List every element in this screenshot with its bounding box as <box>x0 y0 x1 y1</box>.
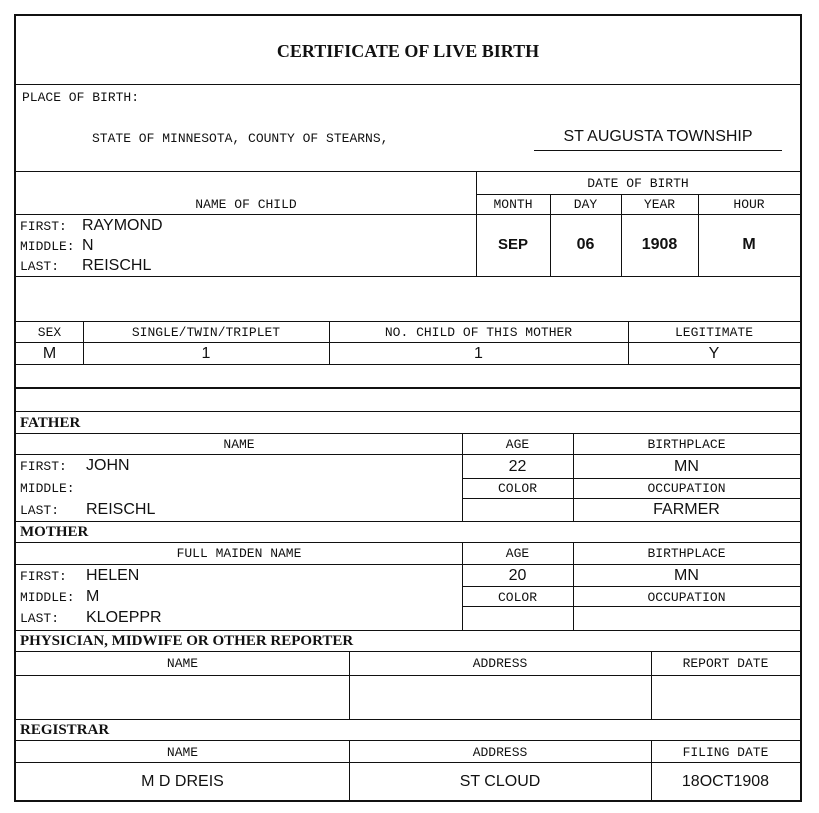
father-birthplace-label: BIRTHPLACE <box>647 437 726 452</box>
father-color-label: COLOR <box>497 481 537 496</box>
father-occupation-label: OCCUPATION <box>647 481 726 496</box>
rule-father-top <box>16 411 800 412</box>
mother-last-label: LAST: <box>20 611 60 626</box>
rule-mother-age <box>462 586 800 587</box>
rule-father-age <box>462 478 800 479</box>
plurality-value: 1 <box>201 345 211 362</box>
father-age-label: AGE <box>505 437 530 452</box>
rule-father-header <box>16 454 800 455</box>
father-section-title: FATHER <box>20 415 81 431</box>
rule-father-section <box>16 433 800 434</box>
mother-age-label: AGE <box>505 546 530 561</box>
father-age-value: 22 <box>508 458 527 475</box>
dob-hour-label: HOUR <box>733 197 765 212</box>
dob-day-label: DAY <box>573 197 598 212</box>
township-underline <box>534 150 782 151</box>
mother-birthplace-value: MN <box>674 567 699 584</box>
registrar-address-value: ST CLOUD <box>459 773 541 790</box>
registrar-date-value: 18OCT1908 <box>681 773 770 790</box>
child-first-label: FIRST: <box>20 219 67 234</box>
legitimate-value: Y <box>708 345 720 362</box>
dob-day-value: 06 <box>576 236 595 253</box>
rule-place <box>16 171 800 172</box>
father-first-label: FIRST: <box>20 459 67 474</box>
father-first-value: JOHN <box>86 457 130 474</box>
physician-section-title: PHYSICIAN, MIDWIFE OR OTHER REPORTER <box>20 633 354 649</box>
child-number-value: 1 <box>474 345 483 362</box>
plurality-label: SINGLE/TWIN/TRIPLET <box>131 325 281 340</box>
mother-last-value: KLOEPPR <box>86 609 162 626</box>
mother-first-value: HELEN <box>86 567 140 584</box>
dob-month-label: MONTH <box>493 197 533 212</box>
mother-birthplace-label: BIRTHPLACE <box>647 546 726 561</box>
father-name-label: NAME <box>223 437 255 452</box>
registrar-name-label: NAME <box>166 745 199 760</box>
father-occupation-value: FARMER <box>653 501 720 518</box>
mother-age-value: 20 <box>508 567 527 584</box>
physician-date-label: REPORT DATE <box>682 656 769 671</box>
child-middle-value: N <box>82 237 94 254</box>
mother-middle-value: M <box>86 588 100 605</box>
mother-name-label: FULL MAIDEN NAME <box>176 546 302 561</box>
rule-physician-top <box>16 630 800 631</box>
registrar-date-label: FILING DATE <box>682 745 769 760</box>
dob-hour-value: M <box>742 236 756 253</box>
registrar-section-title: REGISTRAR <box>20 722 110 738</box>
rule-physician-header <box>16 675 800 676</box>
physician-name-label: NAME <box>166 656 199 671</box>
child-last-value: REISCHL <box>82 257 152 274</box>
mother-color-label: COLOR <box>497 590 537 605</box>
legitimate-label: LEGITIMATE <box>674 325 753 340</box>
dob-year-label: YEAR <box>643 197 676 212</box>
rule-dob-header <box>476 194 800 195</box>
registrar-address-label: ADDRESS <box>472 745 528 760</box>
sex-label: SEX <box>37 325 62 340</box>
registrar-name-value: M D DREIS <box>141 773 224 790</box>
rule-registrar-top <box>16 719 800 720</box>
mother-occupation-label: OCCUPATION <box>647 590 726 605</box>
rule-physician-section <box>16 651 800 652</box>
rule-stats-top <box>16 321 800 322</box>
sex-value: M <box>42 345 57 362</box>
birth-certificate <box>14 14 802 802</box>
rule-mother-section <box>16 542 800 543</box>
rule-registrar-header <box>16 762 800 763</box>
rule-title <box>16 84 800 85</box>
place-of-birth-township: ST AUGUSTA TOWNSHIP <box>563 128 753 145</box>
rule-child-bottom <box>16 276 800 277</box>
father-last-label: LAST: <box>20 503 60 518</box>
mother-middle-label: MIDDLE: <box>20 590 75 605</box>
dob-month-value: SEP <box>497 236 528 253</box>
mother-section-title: MOTHER <box>20 524 89 540</box>
rule-stats-bottom <box>16 364 800 365</box>
rule-mother-color <box>462 606 800 607</box>
child-name-header: NAME OF CHILD <box>195 197 297 212</box>
physician-address-label: ADDRESS <box>472 656 528 671</box>
father-last-value: REISCHL <box>86 501 156 518</box>
rule-mother-header <box>16 564 800 565</box>
place-of-birth-label: PLACE OF BIRTH: <box>22 90 140 105</box>
mother-first-label: FIRST: <box>20 569 67 584</box>
rule-mother-top <box>16 521 800 522</box>
dob-header: DATE OF BIRTH <box>587 176 689 191</box>
rule-registrar-section <box>16 740 800 741</box>
rule-stats-header <box>16 342 800 343</box>
rule-father-color <box>462 498 800 499</box>
place-of-birth-text: STATE OF MINNESOTA, COUNTY OF STEARNS, <box>92 131 389 146</box>
father-middle-label: MIDDLE: <box>20 481 75 496</box>
page-title: CERTIFICATE OF LIVE BIRTH <box>276 41 540 61</box>
child-number-label: NO. CHILD OF THIS MOTHER <box>384 325 573 340</box>
rule-thick <box>16 387 800 389</box>
child-middle-label: MIDDLE: <box>20 239 75 254</box>
father-birthplace-value: MN <box>674 458 699 475</box>
rule-child-header <box>16 214 800 215</box>
dob-year-value: 1908 <box>641 236 678 253</box>
child-first-value: RAYMOND <box>82 217 163 234</box>
child-last-label: LAST: <box>20 259 60 274</box>
